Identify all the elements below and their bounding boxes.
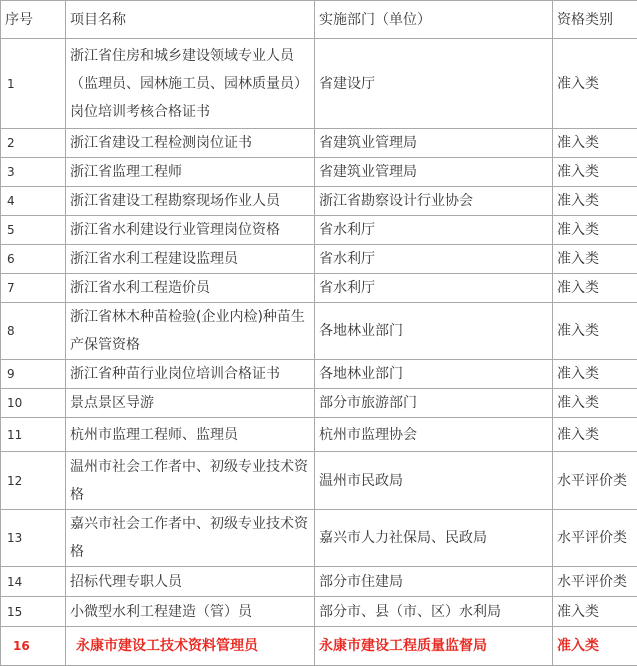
table-row: [1, 274, 637, 303]
row-project-name: 杭州市监理工程师、监理员: [66, 418, 315, 452]
table-row: [1, 510, 637, 567]
row-no: 6: [1, 245, 66, 274]
row-no: 2: [1, 129, 66, 158]
row-department: 各地林业部门: [315, 360, 553, 389]
row-category: 准入类: [553, 389, 637, 418]
row-project-name: 浙江省水利工程建设监理员: [66, 245, 315, 274]
row-department: 省水利厅: [315, 216, 553, 245]
row-no: 16: [1, 627, 66, 666]
row-category: 准入类: [553, 216, 637, 245]
row-category: 水平评价类: [553, 510, 637, 567]
table-row: [1, 389, 637, 418]
row-category: 准入类: [553, 39, 637, 129]
row-department: 各地林业部门: [315, 303, 553, 360]
row-project-name: 招标代理专职人员: [66, 567, 315, 597]
row-no: 1: [1, 39, 66, 129]
row-project-name: 景点景区导游: [66, 389, 315, 418]
row-project-name: 浙江省水利建设行业管理岗位资格: [66, 216, 315, 245]
row-category: 准入类: [553, 187, 637, 216]
row-department: 温州市民政局: [315, 452, 553, 510]
row-project-name: 浙江省林木种苗检验(企业内检)种苗生产保管资格: [66, 303, 315, 360]
row-category: 准入类: [553, 245, 637, 274]
row-department: 省建筑业管理局: [315, 129, 553, 158]
table-row: [1, 452, 637, 510]
row-no: 14: [1, 567, 66, 597]
header-no: 序号: [1, 1, 66, 39]
header-category: 资格类别: [553, 1, 637, 39]
table-row: [1, 245, 637, 274]
table-row: [1, 418, 637, 452]
row-category: 准入类: [553, 627, 637, 666]
row-project-name: 温州市社会工作者中、初级专业技术资格: [66, 452, 315, 510]
table-row: [1, 567, 637, 597]
row-no: 10: [1, 389, 66, 418]
row-category: 准入类: [553, 129, 637, 158]
row-no: 15: [1, 597, 66, 627]
row-department: 部分市旅游部门: [315, 389, 553, 418]
row-project-name: 嘉兴市社会工作者中、初级专业技术资格: [66, 510, 315, 567]
row-no: 8: [1, 303, 66, 360]
row-project-name: 浙江省建设工程勘察现场作业人员: [66, 187, 315, 216]
row-category: 准入类: [553, 418, 637, 452]
row-department: 浙江省勘察设计行业协会: [315, 187, 553, 216]
row-project-name: 永康市建设工技术资料管理员: [66, 627, 315, 666]
row-category: 准入类: [553, 274, 637, 303]
row-category: 准入类: [553, 303, 637, 360]
table-row: [1, 597, 637, 627]
row-no: 4: [1, 187, 66, 216]
row-department: 永康市建设工程质量监督局: [315, 627, 553, 666]
row-department: 省水利厅: [315, 245, 553, 274]
table-row: [1, 360, 637, 389]
row-no: 12: [1, 452, 66, 510]
row-category: 准入类: [553, 158, 637, 187]
row-department: 省水利厅: [315, 274, 553, 303]
row-department: 省建设厅: [315, 39, 553, 129]
row-no: 7: [1, 274, 66, 303]
row-no: 3: [1, 158, 66, 187]
row-project-name: 浙江省水利工程造价员: [66, 274, 315, 303]
table-row: [1, 158, 637, 187]
table-row: [1, 187, 637, 216]
row-category: 准入类: [553, 360, 637, 389]
table-row: [1, 303, 637, 360]
row-project-name: 浙江省监理工程师: [66, 158, 315, 187]
table-header-row: [1, 1, 637, 39]
header-project-name: 项目名称: [66, 1, 315, 39]
row-no: 9: [1, 360, 66, 389]
table-row: [1, 129, 637, 158]
row-project-name: 浙江省建设工程检测岗位证书: [66, 129, 315, 158]
row-category: 水平评价类: [553, 567, 637, 597]
row-department: 嘉兴市人力社保局、民政局: [315, 510, 553, 567]
row-project-name: 小微型水利工程建造（管）员: [66, 597, 315, 627]
table-row: [1, 216, 637, 245]
row-department: 省建筑业管理局: [315, 158, 553, 187]
row-no: 11: [1, 418, 66, 452]
row-project-name: 浙江省种苗行业岗位培训合格证书: [66, 360, 315, 389]
table-row-highlighted: [1, 627, 637, 666]
row-project-name: 浙江省住房和城乡建设领域专业人员（监理员、园林施工员、园林质量员）岗位培训考核合格证书: [66, 39, 315, 129]
row-no: 5: [1, 216, 66, 245]
table-row: [1, 39, 637, 129]
header-department: 实施部门（单位）: [315, 1, 553, 39]
row-department: 杭州市监理协会: [315, 418, 553, 452]
row-category: 水平评价类: [553, 452, 637, 510]
row-category: 准入类: [553, 597, 637, 627]
row-department: 部分市、县（市、区）水利局: [315, 597, 553, 627]
row-department: 部分市住建局: [315, 567, 553, 597]
row-no: 13: [1, 510, 66, 567]
